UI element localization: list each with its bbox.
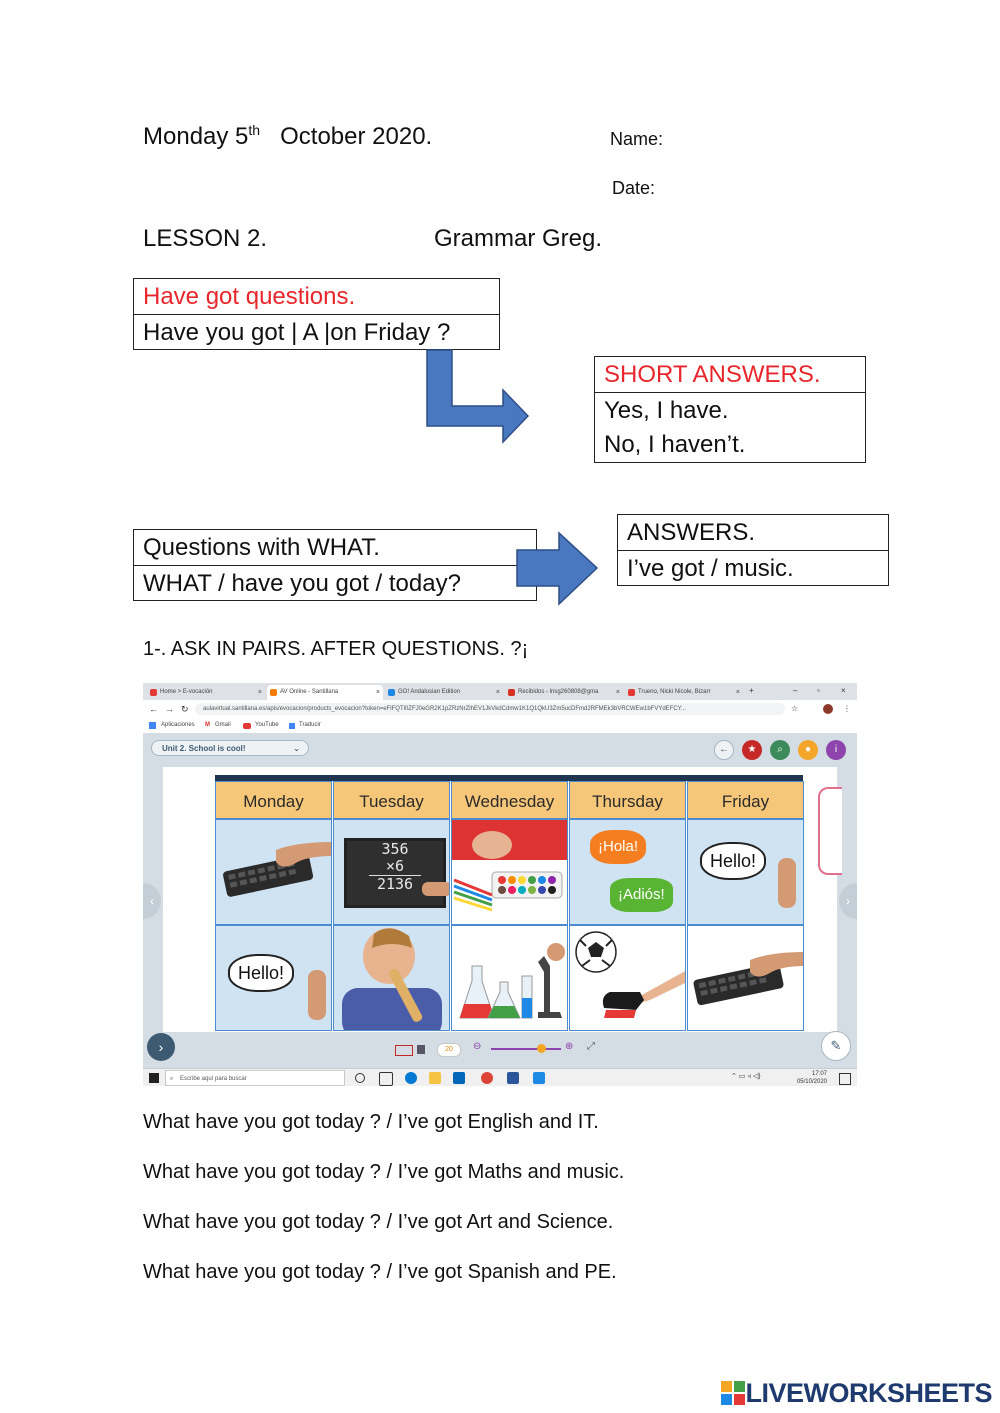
- bookmark-translate[interactable]: Traducir: [299, 722, 321, 728]
- gmail-icon: M: [205, 722, 210, 728]
- bookmarks-bar: [143, 718, 857, 734]
- reload-icon[interactable]: ↻: [181, 704, 189, 714]
- chevron-down-icon: ⌄: [293, 744, 300, 753]
- speech-bubble-hello: Hello!: [700, 842, 766, 880]
- minimize-icon[interactable]: –: [793, 686, 798, 695]
- cell-friday-english: [687, 819, 804, 925]
- what-questions-example: WHAT / have you got / today?: [134, 565, 536, 600]
- answer-line-4: What have you got today ? / I’ve got Spanish and PE.: [143, 1261, 617, 1283]
- info-icon[interactable]: i: [826, 740, 846, 760]
- bookmark-apps[interactable]: Aplicaciones: [161, 722, 195, 728]
- bookmark-gmail[interactable]: Gmail: [215, 722, 231, 728]
- new-tab-icon[interactable]: +: [749, 686, 754, 695]
- timetable-stage: [163, 767, 837, 1032]
- instruction: 1-. ASK IN PAIRS. AFTER QUESTIONS. ?¡: [143, 638, 529, 660]
- system-tray-icons[interactable]: ⌃ ▭ ◃ ◁): [731, 1073, 761, 1080]
- next-activity-peek: [818, 787, 842, 875]
- keyboard-icon: [216, 820, 332, 925]
- photos-icon[interactable]: [533, 1072, 545, 1084]
- hand-icon: [308, 970, 326, 1020]
- zoom-controls: [143, 1035, 857, 1065]
- tab-favicon-icon: [150, 689, 157, 696]
- tab-favicon-icon: [270, 689, 277, 696]
- search-icon: ⌕: [170, 1076, 174, 1082]
- close-icon[interactable]: ×: [495, 689, 500, 696]
- pencil-icon[interactable]: ✎: [821, 1031, 851, 1061]
- windows-taskbar: [143, 1068, 857, 1086]
- timetable-grid: [215, 775, 803, 1034]
- close-icon[interactable]: ×: [735, 689, 740, 696]
- day-header-wednesday: Wednesday: [451, 781, 568, 819]
- lesson-title: Grammar Greg.: [434, 225, 603, 252]
- tab-favicon-icon: [388, 689, 395, 696]
- answers-box: [617, 514, 889, 586]
- windows-start-icon[interactable]: [149, 1073, 159, 1083]
- close-icon[interactable]: ×: [375, 689, 380, 696]
- recorder-flute-icon: [334, 926, 450, 1031]
- timetable-screenshot: [143, 683, 857, 1086]
- mail-icon[interactable]: [453, 1072, 465, 1084]
- bookmark-youtube[interactable]: YouTube: [255, 722, 279, 728]
- window-close-icon[interactable]: ×: [841, 686, 846, 695]
- maximize-icon[interactable]: ▫: [817, 686, 820, 695]
- close-icon[interactable]: ×: [257, 689, 262, 696]
- cell-friday-it: [687, 925, 804, 1031]
- browser-url-bar: [143, 700, 857, 718]
- paint-palette-icon: [452, 820, 568, 925]
- hand-icon: [778, 858, 796, 908]
- double-page-icon[interactable]: [395, 1045, 413, 1056]
- single-page-icon[interactable]: [417, 1045, 425, 1054]
- cell-thursday-pe: [569, 925, 686, 1031]
- l-arrow-icon: [420, 348, 535, 448]
- tab-favicon-icon: [628, 689, 635, 696]
- what-questions-title: Questions with WHAT.: [143, 534, 380, 561]
- task-view-icon[interactable]: [379, 1072, 393, 1086]
- search-icon[interactable]: ⌕: [770, 740, 790, 760]
- cell-tuesday-maths: [333, 819, 450, 925]
- next-page-icon[interactable]: ›: [839, 883, 857, 919]
- speech-bubble-hola: ¡Hola!: [590, 830, 646, 864]
- cell-monday-it: [215, 819, 332, 925]
- translate-icon: [289, 723, 295, 729]
- prev-page-icon[interactable]: ‹: [143, 883, 161, 919]
- lesson-number: LESSON 2.: [143, 225, 268, 252]
- back-arrow-icon[interactable]: ←: [714, 740, 734, 760]
- short-answers-box: [594, 356, 866, 463]
- chrome-icon[interactable]: [481, 1072, 493, 1084]
- short-answer-no: No, I haven’t.: [604, 431, 746, 458]
- short-answer-yes: Yes, I have.: [595, 392, 865, 427]
- day-header-friday: Friday: [687, 781, 804, 819]
- back-icon[interactable]: ←: [149, 704, 158, 714]
- name-label: Name:: [610, 129, 664, 149]
- zoom-in-icon[interactable]: ⊕: [565, 1041, 574, 1052]
- day-header-thursday: Thursday: [569, 781, 686, 819]
- keyboard-icon: [688, 926, 804, 1031]
- bulb-icon[interactable]: ●: [798, 740, 818, 760]
- cell-tuesday-music: [333, 925, 450, 1031]
- file-explorer-icon[interactable]: [429, 1072, 441, 1084]
- liveworksheets-logo-icon: [721, 1381, 745, 1405]
- zoom-slider-handle[interactable]: [537, 1044, 546, 1053]
- day-header-tuesday: Tuesday: [333, 781, 450, 819]
- avatar[interactable]: [823, 704, 833, 714]
- forward-icon[interactable]: →: [165, 704, 174, 714]
- questions-box-title: Have got questions.: [143, 283, 356, 310]
- hand-icon: [422, 882, 450, 896]
- unit-selector[interactable]: Unit 2. School is cool! ⌄: [151, 740, 309, 756]
- browser-tab-bar: [143, 683, 857, 700]
- chalkboard: 356 ×6 2136: [344, 838, 446, 908]
- speech-bubble-adios: ¡Adiós!: [610, 878, 673, 912]
- answer-line-1: What have you got today ? / I’ve got English and IT.: [143, 1111, 599, 1133]
- app-area: [143, 733, 857, 1068]
- star-badge-icon[interactable]: ★: [742, 740, 762, 760]
- cell-wednesday-art: [451, 819, 568, 925]
- cell-wednesday-science: [451, 925, 568, 1031]
- answer-line-3: What have you got today ? / I’ve got Art and Science.: [143, 1211, 614, 1233]
- page-number-field[interactable]: 20: [437, 1043, 461, 1057]
- youtube-icon: [243, 723, 251, 729]
- fullscreen-icon[interactable]: ⤢: [587, 1041, 595, 1052]
- liveworksheets-logo: LIVEWORKSHEETS: [721, 1378, 992, 1409]
- cell-thursday-spanish: [569, 819, 686, 925]
- taskbar-clock[interactable]: 17:07 05/10/2020: [796, 1071, 827, 1085]
- edge-icon[interactable]: [405, 1072, 417, 1084]
- answers-box-title: ANSWERS.: [627, 519, 756, 546]
- browser-tab[interactable]: Home > E-vocación ×: [147, 685, 265, 700]
- football-icon: [570, 926, 686, 1031]
- speech-bubble-hello: Hello!: [228, 954, 294, 992]
- notification-icon[interactable]: [839, 1073, 851, 1085]
- date-heading: Monday 5th October 2020.: [143, 122, 433, 150]
- browser-tab-active[interactable]: AV Online - Santillana ×: [267, 685, 383, 700]
- questions-box-example: Have you got | A |on Friday ?: [134, 314, 499, 349]
- answer-line-2: What have you got today ? / I’ve got Maths and music.: [143, 1161, 625, 1183]
- browser-tab[interactable]: Recibidos - lnsg260808@gma ×: [505, 685, 623, 700]
- zoom-slider-track[interactable]: [491, 1048, 561, 1050]
- apps-icon: [149, 722, 156, 729]
- browser-tab[interactable]: Trueno, Nicki Nicole, Bizarr ×: [625, 685, 743, 700]
- short-answers-title: SHORT ANSWERS.: [604, 361, 821, 388]
- cortana-icon[interactable]: [355, 1073, 365, 1083]
- browser-tab[interactable]: GO! Andalusian Edition ×: [385, 685, 503, 700]
- science-flask-icon: [452, 926, 568, 1031]
- menu-icon[interactable]: ⋮: [843, 704, 851, 713]
- star-icon[interactable]: ☆: [791, 704, 799, 713]
- day-header-monday: Monday: [215, 781, 332, 819]
- date-label: Date:: [612, 178, 656, 198]
- close-icon[interactable]: ×: [615, 689, 620, 696]
- word-icon[interactable]: [507, 1072, 519, 1084]
- cell-monday-english: [215, 925, 332, 1031]
- answers-box-example: I’ve got / music.: [618, 550, 888, 585]
- questions-box: [133, 278, 500, 350]
- tab-favicon-icon: [508, 689, 515, 696]
- taskbar-search-input[interactable]: ⌕ Escribe aquí para buscar: [165, 1070, 345, 1086]
- play-next-icon[interactable]: ›: [147, 1033, 175, 1061]
- what-questions-box: [133, 529, 537, 601]
- right-arrow-icon: [515, 530, 600, 608]
- url-input[interactable]: aulavirtual.santillana.es/apis/evocacion/products_evocacion?token=eFlFQTl0ZFJ0eGR2K1pZRzNrZlhEV1JkVkdCdmw1K1Q1QkU3Zm5ucDFmd2RFMEk3bVRCWEw1bFVYdEFCY...: [195, 703, 785, 715]
- zoom-out-icon[interactable]: ⊖: [473, 1041, 482, 1052]
